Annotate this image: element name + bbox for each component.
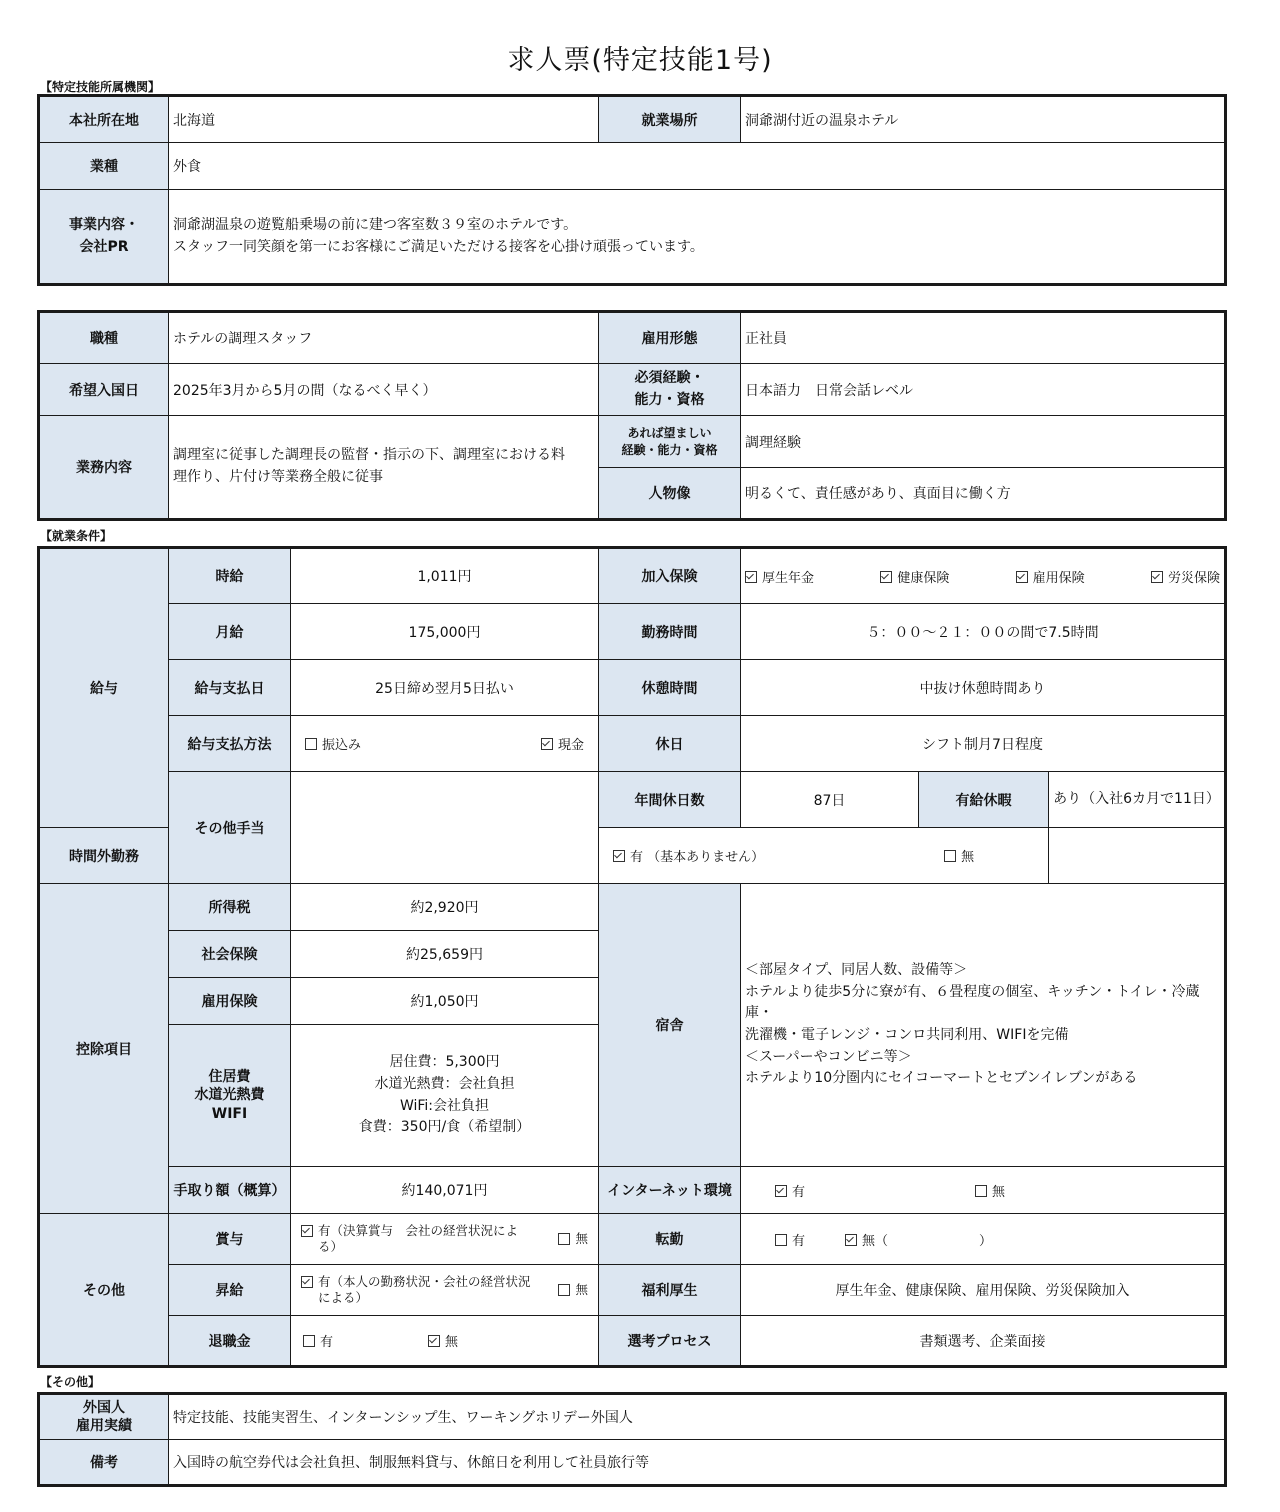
checkbox-empty-icon bbox=[944, 850, 956, 862]
internet-no: 無 bbox=[975, 1181, 1005, 1200]
internet-label: インターネット環境 bbox=[599, 1167, 741, 1214]
insurance-option: 労災保険 bbox=[1151, 567, 1220, 586]
housing-label: 住居費 水道光熱費 WIFI bbox=[169, 1025, 291, 1167]
retirement-options bbox=[291, 1316, 599, 1367]
hourly-wage-value: 1,011円 bbox=[291, 548, 599, 604]
insurance-option: 雇用保険 bbox=[1016, 567, 1085, 586]
section-label-org: 【特定技能所属機関】 bbox=[40, 80, 161, 94]
raise-no: 無 bbox=[558, 1282, 588, 1298]
page-title: 求人票(特定技能1号) bbox=[507, 45, 773, 76]
checkbox-empty-icon bbox=[305, 738, 317, 750]
others-group-label: その他 bbox=[39, 1214, 169, 1367]
work-hours-label: 勤務時間 bbox=[599, 604, 741, 660]
foreign-hiring-value: 特定技能、技能実習生、インターンシップ生、ワーキングホリデー外国人 bbox=[169, 1394, 1226, 1440]
workplace-label: 就業場所 bbox=[599, 96, 741, 143]
internet-options bbox=[741, 1167, 1226, 1214]
employment-insurance-label: 雇用保険 bbox=[169, 978, 291, 1025]
overtime-label: 時間外勤務 bbox=[39, 828, 169, 884]
job-type-label: 職種 bbox=[39, 312, 169, 364]
job-table bbox=[37, 310, 1227, 521]
welfare-label: 福利厚生 bbox=[599, 1265, 741, 1316]
checkbox-empty-icon bbox=[558, 1284, 570, 1296]
hourly-wage-label: 時給 bbox=[169, 548, 291, 604]
bonus-label: 賞与 bbox=[169, 1214, 291, 1265]
job-type-value: ホテルの調理スタッフ bbox=[169, 312, 599, 364]
checkbox-empty-icon bbox=[303, 1335, 315, 1347]
checkbox-checked-icon bbox=[301, 1225, 313, 1237]
required-skills-value: 日本語力 日常会話レベル bbox=[741, 364, 1226, 416]
employment-type-label: 雇用形態 bbox=[599, 312, 741, 364]
checkbox-empty-icon bbox=[775, 1234, 787, 1246]
hq-value: 北海道 bbox=[169, 96, 599, 143]
pay-method-transfer: 振込み bbox=[305, 734, 361, 753]
transfer-no: 無（ ） bbox=[845, 1230, 992, 1249]
bonus-options bbox=[291, 1214, 599, 1265]
industry-label: 業種 bbox=[39, 143, 169, 190]
retirement-yes: 有 bbox=[303, 1331, 333, 1350]
checkbox-checked-icon bbox=[301, 1276, 313, 1288]
checkbox-checked-icon bbox=[845, 1234, 857, 1246]
company-table bbox=[37, 94, 1227, 286]
insurance-option: 健康保険 bbox=[880, 567, 949, 586]
insurance-options bbox=[741, 548, 1226, 604]
notes-value: 入国時の航空券代は会社負担、制服無料貸与、休館日を利用して社員旅行等 bbox=[169, 1440, 1226, 1486]
income-tax-label: 所得税 bbox=[169, 884, 291, 931]
monthly-wage-value: 175,000円 bbox=[291, 604, 599, 660]
social-insurance-label: 社会保険 bbox=[169, 931, 291, 978]
allowance-label: その他手当 bbox=[169, 772, 291, 884]
paid-leave-label: 有給休暇 bbox=[919, 772, 1049, 828]
section-label-other: 【その他】 bbox=[40, 1375, 101, 1389]
salary-group-label: 給与 bbox=[39, 548, 169, 828]
persona-label: 人物像 bbox=[599, 468, 741, 520]
raise-label: 昇給 bbox=[169, 1265, 291, 1316]
duties-label: 業務内容 bbox=[39, 416, 169, 520]
break-time-label: 休憩時間 bbox=[599, 660, 741, 716]
pay-method-label: 給与支払方法 bbox=[169, 716, 291, 772]
payday-value: 25日締め翌月5日払い bbox=[291, 660, 599, 716]
allowance-value bbox=[291, 772, 599, 884]
takehome-value: 約140,071円 bbox=[291, 1167, 599, 1214]
remarks-table bbox=[37, 1392, 1227, 1487]
welfare-value: 厚生年金、健康保険、雇用保険、労災保険加入 bbox=[741, 1265, 1226, 1316]
bonus-no: 無 bbox=[558, 1231, 588, 1247]
pay-method-cash: 現金 bbox=[541, 734, 584, 753]
dorm-label: 宿舎 bbox=[599, 884, 741, 1167]
holiday-label: 休日 bbox=[599, 716, 741, 772]
housing-value: 居住費：5,300円 水道光熱費：会社負担 WiFi:会社負担 食費：350円/食（希望制） bbox=[291, 1025, 599, 1167]
workplace-value: 洞爺湖付近の温泉ホテル bbox=[741, 96, 1226, 143]
break-time-value: 中抜け休憩時間あり bbox=[741, 660, 1226, 716]
internet-yes: 有 bbox=[775, 1181, 805, 1200]
employment-type-value: 正社員 bbox=[741, 312, 1226, 364]
retirement-label: 退職金 bbox=[169, 1316, 291, 1367]
social-insurance-value: 約25,659円 bbox=[291, 931, 599, 978]
retirement-no: 無 bbox=[428, 1331, 458, 1350]
selection-label: 選考プロセス bbox=[599, 1316, 741, 1367]
required-skills-label: 必須経験・ 能力・資格 bbox=[599, 364, 741, 416]
checkbox-checked-icon bbox=[428, 1335, 440, 1347]
takehome-label: 手取り額（概算） bbox=[169, 1167, 291, 1214]
checkbox-empty-icon bbox=[975, 1185, 987, 1197]
checkbox-empty-icon bbox=[558, 1233, 570, 1245]
transfer-yes: 有 bbox=[775, 1230, 805, 1249]
annual-holidays-value: 87日 bbox=[741, 772, 919, 828]
overtime-options bbox=[599, 828, 1049, 884]
duties-value: 調理室に従事した調理長の監督・指示の下、調理室における料 理作り、片付け等業務全般に従事 bbox=[169, 416, 599, 520]
raise-options bbox=[291, 1265, 599, 1316]
checkbox-checked-icon bbox=[541, 738, 553, 750]
industry-value: 外食 bbox=[169, 143, 1226, 190]
conditions-table bbox=[37, 546, 1227, 1368]
hq-label: 本社所在地 bbox=[39, 96, 169, 143]
selection-value: 書類選考、企業面接 bbox=[741, 1316, 1226, 1367]
foreign-hiring-label: 外国人 雇用実績 bbox=[39, 1394, 169, 1440]
employment-insurance-value: 約1,050円 bbox=[291, 978, 599, 1025]
entry-date-value: 2025年3月から5月の間（なるべく早く） bbox=[169, 364, 599, 416]
raise-yes: 有（本人の勤務状況・会社の経営状況による） bbox=[301, 1274, 536, 1307]
preferred-skills-label: あれば望ましい 経験・能力・資格 bbox=[599, 416, 741, 468]
pay-method-options bbox=[291, 716, 599, 772]
persona-value: 明るくて、責任感があり、真面目に働く方 bbox=[741, 468, 1226, 520]
company-pr-label: 事業内容・ 会社PR bbox=[39, 190, 169, 285]
checkbox-checked-icon bbox=[880, 571, 892, 583]
payday-label: 給与支払日 bbox=[169, 660, 291, 716]
insurance-label: 加入保険 bbox=[599, 548, 741, 604]
company-pr-value: 洞爺湖温泉の遊覧船乗場の前に建つ客室数３９室のホテルです。 スタッフ一同笑顔を第一にお客様にご満足いただける接客を心掛け頑張っています。 bbox=[169, 190, 1226, 285]
preferred-skills-value: 調理経験 bbox=[741, 416, 1226, 468]
income-tax-value: 約2,920円 bbox=[291, 884, 599, 931]
checkbox-checked-icon bbox=[1151, 571, 1163, 583]
checkbox-checked-icon bbox=[1016, 571, 1028, 583]
paid-leave-value: あり（入社6カ月で11日） bbox=[1049, 772, 1226, 828]
notes-label: 備考 bbox=[39, 1440, 169, 1486]
checkbox-checked-icon bbox=[775, 1185, 787, 1197]
section-label-conditions: 【就業条件】 bbox=[40, 529, 113, 543]
checkbox-checked-icon bbox=[745, 571, 757, 583]
deductions-group-label: 控除項目 bbox=[39, 884, 169, 1214]
entry-date-label: 希望入国日 bbox=[39, 364, 169, 416]
overtime-no: 無 bbox=[944, 846, 974, 865]
transfer-options bbox=[741, 1214, 1226, 1265]
monthly-wage-label: 月給 bbox=[169, 604, 291, 660]
dorm-value: ＜部屋タイプ、同居人数、設備等＞ ホテルより徒歩5分に寮が有、６畳程度の個室、キッチン・トイレ・冷蔵庫・ 洗濯機・電子レンジ・コンロ共同利用、WIFIを完備 ＜スーパーやコンビニ等＞ ホテルより10分圏内にセイコーマートとセブンイレブンがある bbox=[741, 884, 1226, 1167]
insurance-option: 厚生年金 bbox=[745, 567, 814, 586]
annual-holidays-label: 年間休日数 bbox=[599, 772, 741, 828]
overtime-yes: 有 （基本ありません） bbox=[613, 846, 764, 865]
holiday-value: シフト制月7日程度 bbox=[741, 716, 1226, 772]
bonus-yes: 有（決算賞与 会社の経営状況による） bbox=[301, 1223, 536, 1256]
transfer-label: 転勤 bbox=[599, 1214, 741, 1265]
checkbox-checked-icon bbox=[613, 850, 625, 862]
work-hours-value: ５：００～２１：００の間で7.5時間 bbox=[741, 604, 1226, 660]
